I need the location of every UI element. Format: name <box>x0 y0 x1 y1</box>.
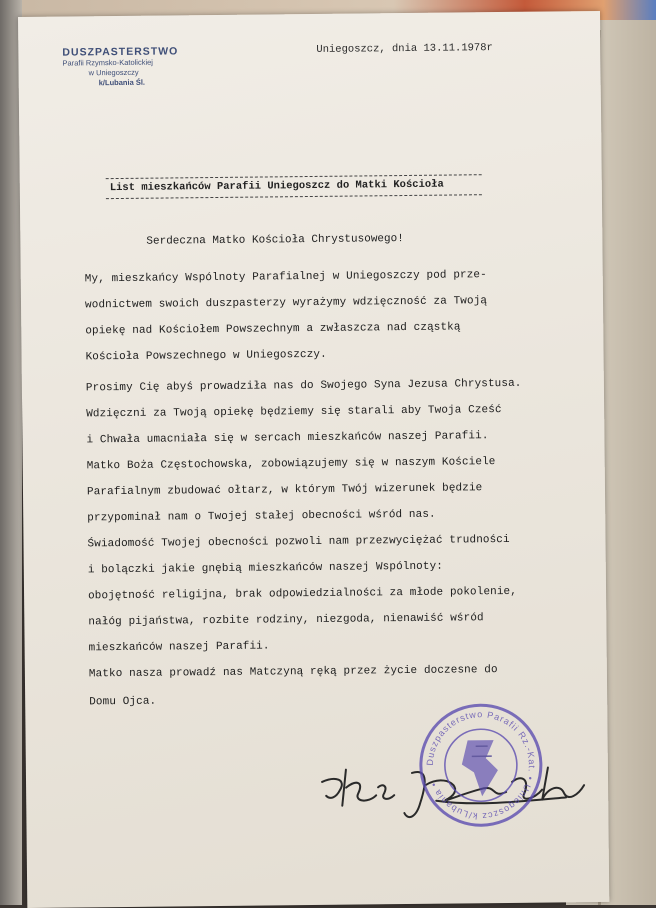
body-line: Domu Ojca. <box>89 695 157 709</box>
letter-page <box>18 11 609 908</box>
body-line: mieszkańców naszej Parafii. <box>88 640 270 655</box>
letterhead-title: DUSZPASTERSTWO <box>62 45 179 59</box>
body-line: wodnictwem swoich duszpasterzy wyrażymy wdzięczność za Twoją <box>84 295 488 312</box>
salutation: Serdeczna Matko Kościoła Chrystusowego! <box>146 233 404 248</box>
body-line: Wdzięczni za Twoją opiekę będziemy się starali aby Twoja Cześć <box>86 404 502 421</box>
letterhead <box>62 45 212 89</box>
letterhead-line-3: k/Lubania Śl. <box>98 77 146 88</box>
title-rule-bottom <box>106 194 482 199</box>
body-line: Matko Boża Częstochowska, zobowiązujemy się w naszym Kościele <box>86 456 496 473</box>
body-line: i bolączki jakie gnębią mieszkańców naszej Wspólnoty: <box>87 560 444 577</box>
body-line: Świadomość Twojej obecności pozwoli nam przezwyciężać trudności <box>87 533 510 551</box>
body-line: nałóg pijaństwa, rozbite rodziny, niezgoda, nienawiść wśród <box>88 612 484 629</box>
letterhead-line-1: Parafii Rzymsko-Katolickiej <box>62 57 153 68</box>
body-line: obojętność religijna, brak odpowiedzialności za młode pokolenie, <box>88 585 518 603</box>
svg-text:Duszpasterstwo Parafii Rz.-Kat: Duszpasterstwo Parafii Rz.-Kat. • Uniegoszcz k/Lubania • <box>424 709 537 822</box>
letter-title: List mieszkańców Parafii Uniegoszcz do Matki Kościoła <box>109 178 444 195</box>
body-line: Prosimy Cię abyś prowadziła nas do Swojego Syna Jezusa Chrystusa. <box>85 377 522 395</box>
body-line: Matko nasza prowadź nas Matczyną ręką przez życie doczesne do <box>88 664 498 681</box>
body-line: My, mieszkańcy Wspólnoty Parafialnej w Uniegoszczy pod prze- <box>84 269 487 286</box>
letterhead-line-2: w Uniegoszczy <box>88 67 139 78</box>
body-line: przypominał nam o Twojej stałej obecności wśród nas. <box>87 508 436 525</box>
body-line: Parafialnym zbudować ołtarz, w którym Twój wizerunek będzie <box>86 482 483 499</box>
body-line: i Chwała umacniała się w sercach mieszkańców naszej Parafii. <box>86 430 489 447</box>
letter-date: Uniegoszcz, dnia 13.11.1978r <box>316 42 493 56</box>
body-line: opiekę nad Kościołem Powszechnym a zwłaszcza nad cząstką <box>85 321 461 338</box>
body-line: Kościoła Powszechnego w Uniegoszczy. <box>85 348 327 364</box>
parish-stamp <box>415 700 546 831</box>
